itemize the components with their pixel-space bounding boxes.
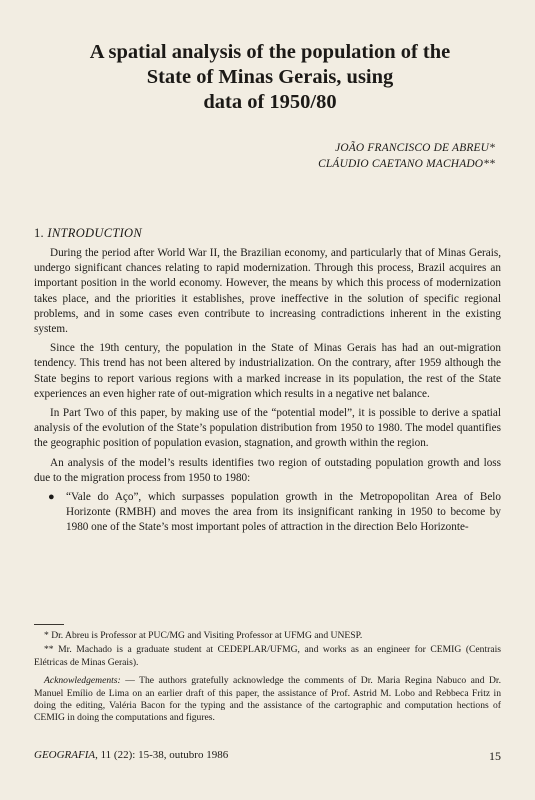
paragraph: In Part Two of this paper, by making use of the “potential model”, it is possible to derive a spatial analysis of the evolution of the State’s population distribution from 1950 to 1980. The model quantifies the geographic position of population evasion, stagnation, and growth within the region. bbox=[34, 407, 501, 450]
bullet-icon: ● bbox=[48, 491, 55, 504]
body-text bbox=[34, 246, 501, 536]
acknowledgements-label: Acknowledgements: bbox=[44, 675, 121, 687]
footnotes bbox=[34, 630, 501, 727]
author-name: CLÁUDIO CAETANO MACHADO** bbox=[318, 158, 495, 170]
article-title bbox=[40, 40, 500, 115]
title-line: data of 1950/80 bbox=[203, 91, 337, 113]
page-footer bbox=[34, 749, 501, 764]
paragraph: During the period after World War II, the Brazilian economy, and particularly that of Minas Gerais, undergo significant chances relating to rapid modernization. Through this process, Brazil acquires an important position in the world economy. However, the means by which this process of modernization takes place, and the priorities it establishes, prove ineffective in the solution of specific regional problems, and in some cases even contribute to increasing contradictions inherent in the existing system. bbox=[34, 247, 501, 336]
footnote-divider bbox=[34, 624, 64, 625]
title-line: A spatial analysis of the population of the bbox=[89, 41, 451, 63]
journal-name: GEOGRAFIA bbox=[34, 749, 96, 761]
acknowledgements-text: — The authors gratefully acknowledge the comments of Dr. Maria Regina Nabuco and Dr. Manuel Emílio de Lima on an earlier draft of this paper, the assistance of Prof. Astrid M. Lobo and Rebbeca Fritz in doing the editing, Valéria Bacon for the typing and the assistance of the cartographic and computation hections of CEMIG in doing the computations and figures. bbox=[34, 675, 501, 724]
paragraph: An analysis of the model’s results identifies two region of outstading population growth and loss due to the migration process from 1950 to 1980: bbox=[34, 456, 501, 484]
journal-citation bbox=[34, 749, 228, 764]
footnote: * Dr. Abreu is Professor at PUC/MG and Visiting Professor at UFMG and UNESP. bbox=[44, 630, 363, 641]
author-name: JOÃO FRANCISCO DE ABREU* bbox=[335, 142, 495, 154]
page-number: 15 bbox=[489, 749, 501, 763]
section-heading bbox=[34, 226, 142, 241]
section-number: 1. bbox=[34, 226, 44, 240]
title-line: State of Minas Gerais, using bbox=[146, 66, 394, 88]
paragraph: Since the 19th century, the population in the State of Minas Gerais has had an out-migration tendency. This trend has not been altered by industrialization. On the contrary, after 1959 although the State begins to report various regions with a marked increase in its population, the rest of the State experiences an even higher rate of out-migration which results in a negative net balance. bbox=[34, 342, 501, 400]
bullet-item bbox=[34, 490, 501, 536]
section-title: INTRODUCTION bbox=[47, 226, 143, 240]
author-list bbox=[318, 140, 495, 172]
citation-details: , 11 (22): 15-38, outubro 1986 bbox=[95, 749, 229, 761]
acknowledgements bbox=[34, 675, 501, 725]
footnote: ** Mr. Machado is a graduate student at CEDEPLAR/UFMG, and works as an engineer for CEMIG (Centrais Elétricas de Minas Gerais). bbox=[34, 644, 501, 668]
bullet-text: “Vale do Aço”, which surpasses population growth in the Metropopolitan Area of Belo Horizonte (RMBH) and moves the area from its insignificant ranking in 1950 to become by 1980 one of the State’s most important poles of attraction in the direction Belo Horizonte- bbox=[66, 491, 501, 534]
